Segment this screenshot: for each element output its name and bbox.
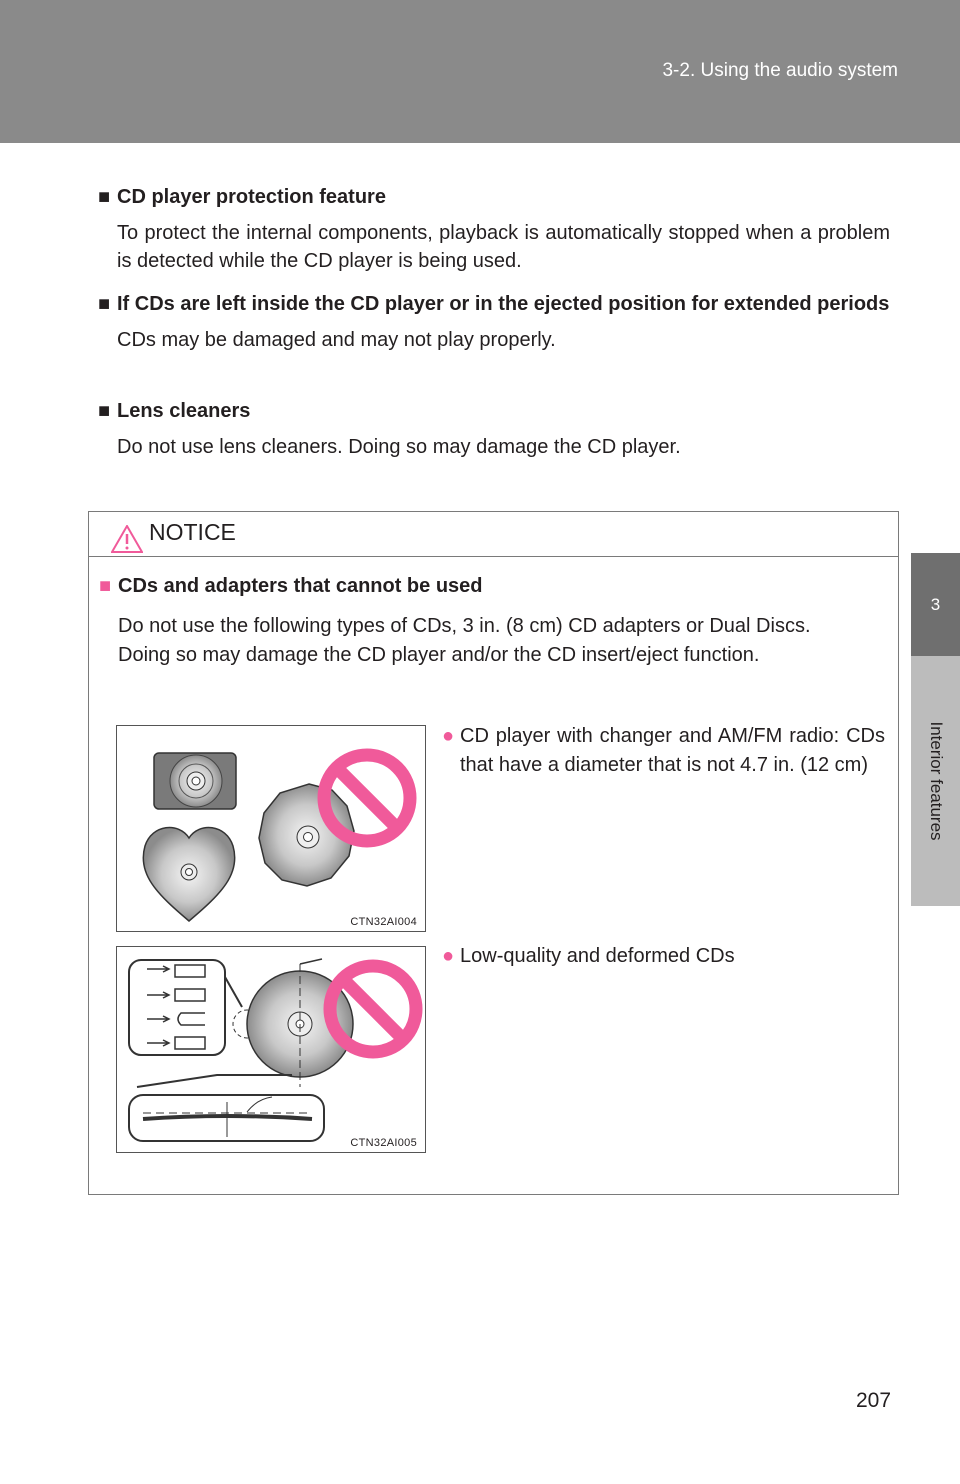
section-body: Do not use lens cleaners. Doing so may damage the CD player. <box>117 436 681 458</box>
square-bullet-icon: ■ <box>98 186 111 208</box>
notice-header <box>89 512 898 557</box>
bullet-dot-icon: ● <box>442 945 455 967</box>
bullet-item: ● Low-quality and deformed CDs <box>442 942 885 971</box>
square-bullet-icon: ■ <box>98 400 111 422</box>
bullet-dot-icon: ● <box>442 725 455 747</box>
square-bullet-icon: ■ <box>98 293 111 315</box>
chapter-band <box>911 656 960 906</box>
page-number: 207 <box>856 1389 892 1412</box>
section-heading: ■ Lens cleaners <box>98 397 890 425</box>
section-heading: ■ CD player protection feature <box>98 183 890 211</box>
notice-title: NOTICE <box>149 519 236 545</box>
notice-heading: ■ CDs and adapters that cannot be used <box>99 575 483 597</box>
notice-body: Do not use the following types of CDs, 3 in. (8 cm) CD adapters or Dual Discs. Doing so may damage the CD player and/or the CD insert/eject function. <box>118 615 811 666</box>
warning-triangle-icon <box>111 525 143 553</box>
figure-odd-shaped-cds <box>116 725 426 932</box>
header-band <box>0 0 960 143</box>
section-lens-cleaners <box>98 397 890 461</box>
section-protection <box>98 183 890 275</box>
chapter-label: Interior features <box>926 721 946 841</box>
bullet-item: ● CD player with changer and AM/FM radio: CDs that have a diameter that is not 4.7 in. (12 cm) <box>442 722 885 780</box>
notice-box <box>88 511 899 1195</box>
chapter-tab[interactable]: 3 <box>911 553 960 656</box>
pink-square-icon: ■ <box>99 575 112 597</box>
section-body: To protect the internal components, playback is automatically stopped when a problem is detected while the CD player is being used. <box>117 222 890 272</box>
figure-deformed-cds <box>116 946 426 1153</box>
section-body: CDs may be damaged and may not play properly. <box>117 329 556 351</box>
section-left-inside <box>98 290 890 354</box>
section-title: 3-2. Using the audio system <box>662 60 898 81</box>
figure-code: CTN32AI004 <box>350 916 417 928</box>
figure-code: CTN32AI005 <box>350 1137 417 1149</box>
section-heading: ■ If CDs are left inside the CD player or in the ejected position for extended periods <box>98 290 890 318</box>
deformed-cds-illustration <box>117 947 425 1152</box>
odd-shaped-cds-illustration <box>117 726 425 931</box>
